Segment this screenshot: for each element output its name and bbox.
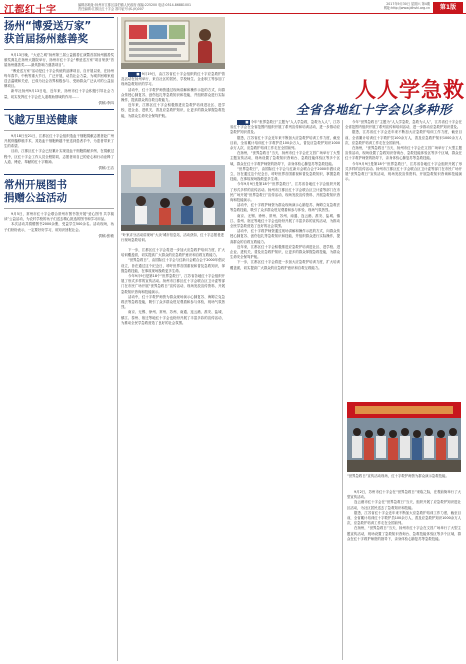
article3-byline: 供稿:张敏 — [98, 233, 114, 238]
masthead-date-block — [384, 2, 430, 10]
center-left-column — [121, 72, 225, 119]
article1-byline: 供稿:李四 — [98, 100, 114, 105]
photo-training-session — [121, 165, 225, 231]
article3-title-2: 捐赠公益活动 — [4, 192, 67, 205]
left-column — [4, 17, 114, 242]
colB-body: ■ 9月19日，由江苏省红十字会组织的红十字应急救护普及活动在扬州举行，来自社区的居民、学校师生、企业职工等参加了现场急救知识的学习。 活动中，红十字救护师资通过现场讲解和操作示范的方式，向群众传授心肺复苏、创伤包扎等急救知识和技能，并组织群众进行实际操作，提高群众的自救互救能力。 近年来，江都区红十字会积极推进应急救护培训进社区、进学校、进企业、进机关，普及应急救护知识，让更多的群众掌握急救技能，为群众生命安全保驾护航。 — [121, 72, 225, 118]
footnote-body: 9月2日，苏州市红十字会在“世界急救日”来临之际，在观前街举行了大型宣传活动。 连云港市红十字会在“世界急救日”当天，组织开展了应急救护知识进社区活动，为社区居民送去了急救知识和技能。 据悉，江苏省红十字会近年来不断加大应急救护培训工作力度，截至目前，全省累计培训红十字救护员100余万人，普及应急救护知识1000余万人次，应急救护培训工作走在全国前列。 在扬州，“世界急救日”当天，扬州市红十字会在文昌广场举行了大型主题宣传活动，现场设置了急救知识咨询台、急救技能体验区等多个区域，群众在红十字救护师资的指导下，亲身体验心肺复苏等急救技能。 — [347, 490, 461, 541]
article2-body: 9月18日至21日，江都区红十字会组织造血干细胞捐献志愿者赴广州开展骨髓移植手术，其造血干细胞跨越千里送到患者手中，为患者带来了生的希望。 目前，江都区红十字会已经累计实现造血干细胞捐献多例，在捐献过程中，区红十字会工作人员全程陪同，志愿者用自己的爱心和行动诠释了人道、博爱、奉献的红十字精神。 — [4, 133, 114, 164]
page-number-badge: 第1版 — [433, 2, 463, 13]
photo-volunteer-poster-image — [121, 17, 225, 69]
masthead — [0, 0, 466, 14]
article3-body: 9月5日，常州市红十字会联合常州市图书馆开展“爱心图书 共享阅读”公益活动，为农村学校的孩子们送去精心挑选的图书和学习用品。 本次活动共捐赠图书2000余册，受益学生500余名。活动现场，孩子们纷纷表示，一定要好好学习，用知识回报社会。 — [4, 212, 114, 232]
headline-subtitle: 全省各地红十字会以多种形 — [296, 102, 453, 117]
photo2-caption: “世界急救日”宣传活动现场，红十字救护师资为群众演示急救技能。 — [347, 474, 449, 478]
section-tag: ■ — [128, 72, 141, 77]
center-right-column — [230, 120, 340, 271]
article1-title-2: 获首届扬州慈善奖 — [4, 33, 88, 45]
right-column — [345, 120, 462, 182]
issue-date: 2017年9月30日 星期六 第4期 — [386, 2, 430, 6]
colD-body: 今年“世界急救日”主题为“人人学急救，急救为人人”，江苏省红十字会在全省范围内组织开展了系列宣传和培训活动，进一步推动应急救护知识普及。 据悉，江苏省红十字会近年来不断加大应急救护培训工作力度，截至目前，全省累计培训红十字救护员100余万人，普及应急救护知识1000余万人次，应急救护培训工作走在全国前列。 在扬州，“世界急救日”当天，扬州市红十字会在文昌广场举行了大型主题宣传活动，现场设置了急救知识咨询台、急救技能体验区等多个区域，群众在红十字救护师资的指导下，亲身体验心肺复苏等急救技能。 今年9月9日是第18个“世界急救日”，江苏省各地红十字会组织开展了形式多样的宣传活动。扬州市江都区红十字会联合区卫计委等部门在市民广场开展“世界急救日”宣传活动，现场发放宣传资料、开展急救知识咨询和技能演示。 — [345, 120, 462, 182]
article2-title: 飞越万里送健康 — [4, 113, 78, 126]
masthead-address: 编辑部地址:扬州市江都区邵伯镇人民政府 邮编:225200 电话:0514-86881001 — [78, 3, 192, 7]
column-divider-2 — [342, 120, 343, 660]
masthead-editor: 责任编辑:江都区红十字会 准印证号:JS-(K)007 — [78, 7, 144, 11]
photo-training-image — [121, 165, 225, 231]
article1-body: 9月13日晚，“大爱之城”扬州第三届公益慈善汇演暨首届扬州慈善奖颁奖典礼在扬州大剧院举行，扬州市红十字会“博爱送万家”项目荣获“首届扬州慈善奖——最具影响力慈善项目”。 “博爱送万家”活动是红十字会传统的品牌项目，自开展以来，在扬州每年春节、中秋等重大节日，广泛开展，动员社会力量，为城乡困难家庭送去温暖和关爱，已成为社会各界积极参与、受助群众广泛认可的公益品牌项目。 新华社扬州9月13日电，近年来，扬州市红十字会积极引导社会力量，切实发挥红十字会在人道救助领域的作用…… — [4, 53, 114, 99]
photo-group-image — [347, 402, 461, 472]
website[interactable]: 网址:http://www.jdhshi.org.cn — [383, 6, 430, 11]
article3-title: 常州开展图书 — [4, 179, 67, 192]
photo1-caption: “叶家卉分活动讲现场”大卖‘城市信息站，活动获如，红十字志愿者进行现场急救培训。 — [121, 233, 224, 242]
column-divider — [117, 17, 118, 661]
masthead-info — [78, 3, 268, 11]
article1-title: 扬州“博爱送万家” — [4, 20, 92, 32]
photo-group-event — [347, 402, 461, 472]
headline-title: 人人学急救 — [355, 77, 465, 102]
colC-body: ■ 今年“世界急救日”主题为“人人学急救，急救为人人”，江苏省红十字会在全省范围内组织开展了系列宣传和培训活动，进一步推动应急救护知识普及。 据悉，江苏省红十字会近年来不断加大应急救护培训工作力度，截至目前，全省累计培训红十字救护员100余万人，普及应急救护知识1000余万人次，应急救护培训工作走在全国前列。 在扬州，“世界急救日”当天，扬州市红十字会在文昌广场举行了大型主题宣传活动，现场设置了急救知识咨询台、急救技能体验区等多个区域，群众在红十字救护师资的指导下，亲身体验心肺复苏等急救技能。 “世界急救日”，由国际红十字会与红新月会联合会于2000年倡议设立，旨在通过这个纪念日，呼吁世界各国重视和普及急救知识，掌握急救技能，在事故现场挽救更多生命。 今年9月9日是第18个“世界急救日”，江苏省各地红十字会组织开展了形式多样的宣传活动。扬州市江都区红十字会联合区卫计委等部门在市民广场开展“世界急救日”宣传活动，现场发放宣传资料、开展急救知识咨询和技能演示。 活动中，红十字救护师资为群众现场演示心肺复苏、海姆立克急救法等急救技能，吸引了众多群众驻足观看和参与体验，现场气氛热烈。 南京、无锡、徐州、常州、苏州、南通、连云港、淮安、盐城、镇江、泰州、宿迁等地红十字会也纷纷开展了丰富多彩的宣传活动，为推动全民学急救营造了良好的社会氛围。 活动中，红十字救护师资通过现场讲解和操作示范的方式，向群众传授心肺复苏、创伤包扎等急救知识和技能，并组织群众进行实际操作，提高群众的自救互救能力。 近年来，江都区红十字会积极推进应急救护培训进社区、进学校、进企业、进机关，普及应急救护知识，让更多的群众掌握急救技能，为群众生命安全保驾护航。 下一步，江都区红十字会将进一步加大应急救护培训力度，扩大培训覆盖面，切实提高广大群众的应急救护意识和自救互救能力。 — [230, 120, 340, 270]
center-left-column-2: 下一步，江都区红十字会将进一步加大应急救护培训力度，扩大培训覆盖面，切实提高广大群众的应急救护意识和自救互救能力。 “世界急救日”，由国际红十字会与红新月会联合会于2000年倡议设立，旨在通过这个纪念日，呼吁世界各国重视和普及急救知识，掌握急救技能，在事故现场挽救更多生命。 今年9月9日是第18个“世界急救日”，江苏省各地红十字会组织开展了形式多样的宣传活动。扬州市江都区红十字会联合区卫计委等部门在市民广场开展“世界急救日”宣传活动，现场发放宣传资料、开展急救知识咨询和技能演示。 活动中，红十字救护师资为群众现场演示心肺复苏、海姆立克急救法等急救技能，吸引了众多群众驻足观看和参与体验，现场气氛热烈。 南京、无锡、徐州、常州、苏州、南通、连云港、淮安、盐城、镇江、泰州、宿迁等地红十字会也纷纷开展了丰富多彩的宣传活动，为推动全民学急救营造了良好的社会氛围。 — [121, 248, 225, 325]
photo-volunteer-poster — [121, 17, 225, 69]
article2-byline: 供稿:王洁 — [98, 166, 114, 171]
newspaper-logo: 江都红十字 — [4, 5, 57, 16]
